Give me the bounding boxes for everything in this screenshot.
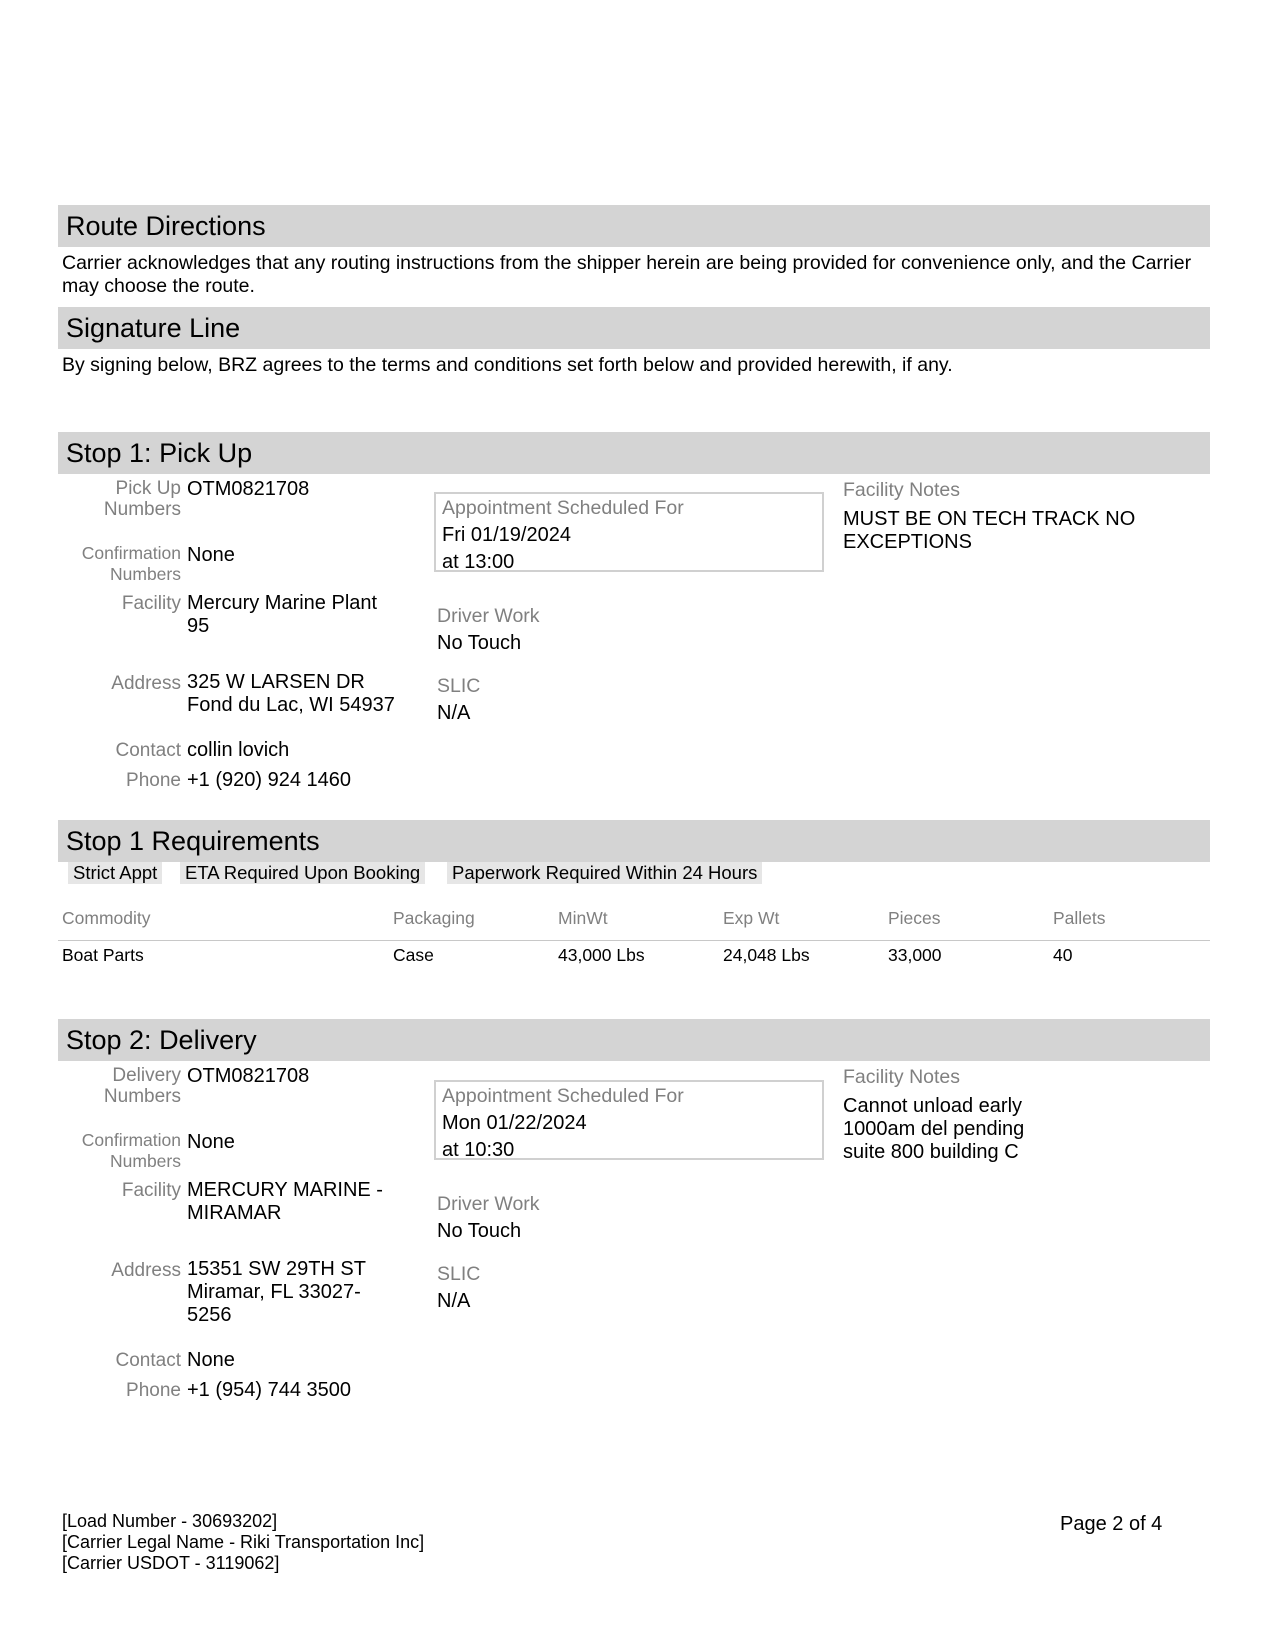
requirement-tag: Paperwork Required Within 24 Hours [447,862,762,884]
stop2-facility-label: Facility [121,1180,181,1201]
stop2-phone-label: Phone [126,1380,181,1401]
requirement-tag: ETA Required Upon Booking [180,862,425,884]
stop1-title: Stop 1: Pick Up [66,438,253,468]
table-cell-expwt: 24,048 Lbs [723,945,810,965]
stop2-header [58,1019,1210,1061]
stop1-contact-value: collin lovich [187,739,290,761]
table-divider [58,940,1210,941]
table-header-packaging: Packaging [393,908,475,928]
stop1-address-value: 325 W LARSEN DR Fond du Lac, WI 54937 [187,671,395,716]
footer-carrier-usdot: [Carrier USDOT - 3119062] [62,1553,280,1573]
stop2-driver-work-label: Driver Work [437,1193,540,1215]
stop1-pickup-numbers-label: Pick Up Numbers [103,478,181,520]
table-cell-pallets: 40 [1053,945,1073,965]
table-header-pieces: Pieces [888,908,941,928]
stop1-phone-value: +1 (920) 924 1460 [187,769,352,791]
stop1-phone-label: Phone [126,770,181,791]
stop1-slic-label: SLIC [437,675,481,697]
stop1-facility-notes-value: MUST BE ON TECH TRACK NO EXCEPTIONS [843,508,1136,553]
table-header-expwt: Exp Wt [723,908,780,928]
stop1-slic-value: N/A [437,702,471,724]
stop1-appointment-date: Fri 01/19/2024 [442,524,571,546]
table-header-commodity: Commodity [62,908,151,928]
stop1-facility-label: Facility [121,593,181,614]
stop2-appointment-time: at 10:30 [442,1139,515,1161]
stop1-confirmation-value: None [187,544,235,566]
requirement-tag: Strict Appt [68,862,162,884]
stop1-header [58,432,1210,474]
stop2-delivery-numbers-label: Delivery Numbers [103,1065,181,1107]
stop2-facility-notes-label: Facility Notes [843,1066,961,1088]
stop1-appointment-box [434,492,824,572]
signature-line-title: Signature Line [66,313,241,343]
stop1-facility-value: Mercury Marine Plant 95 [187,592,378,637]
stop2-confirmation-label: Confirmation Numbers [81,1130,181,1171]
stop2-slic-label: SLIC [437,1263,481,1285]
stop2-delivery-numbers-value: OTM0821708 [187,1065,310,1087]
table-cell-pieces: 33,000 [888,945,942,965]
route-directions-text: Carrier acknowledges that any routing instructions from the shipper herein are being provided for convenience only, and the Carrier may choose the route. [62,252,1192,297]
stop1-requirements-title: Stop 1 Requirements [66,826,320,856]
stop1-appointment-time: at 13:00 [442,551,515,573]
stop1-facility-notes-label: Facility Notes [843,479,961,501]
footer-page-number: Page 2 of 4 [1060,1513,1163,1535]
signature-line-header [58,307,1210,349]
table-header-pallets: Pallets [1053,908,1106,928]
footer-carrier-legal-name: [Carrier Legal Name - Riki Transportation Inc] [62,1532,425,1552]
stop2-address-label: Address [111,1260,181,1281]
stop2-contact-label: Contact [115,1350,181,1371]
table-cell-minwt: 43,000 Lbs [558,945,645,965]
stop2-phone-value: +1 (954) 744 3500 [187,1379,352,1401]
stop1-requirements-header [58,820,1210,862]
stop2-title: Stop 2: Delivery [66,1025,257,1055]
stop2-facility-value: MERCURY MARINE - MIRAMAR [187,1179,383,1224]
stop2-contact-value: None [187,1349,235,1371]
stop1-address-label: Address [111,673,181,694]
stop2-appointment-box [434,1080,824,1160]
stop2-facility-notes-value: Cannot unload early 1000am del pending suite 800 building C [843,1095,1025,1163]
stop1-driver-work-label: Driver Work [437,605,540,627]
stop1-appointment-label: Appointment Scheduled For [442,497,684,519]
stop2-address-value: 15351 SW 29TH ST Miramar, FL 33027- 5256 [187,1258,366,1326]
footer-load-number: [Load Number - 30693202] [62,1511,278,1531]
stop2-slic-value: N/A [437,1290,471,1312]
stop1-driver-work-value: No Touch [437,632,522,654]
stop2-confirmation-value: None [187,1131,235,1153]
stop2-appointment-date: Mon 01/22/2024 [442,1112,587,1134]
stop1-pickup-numbers-value: OTM0821708 [187,478,310,500]
table-cell-commodity: Boat Parts [62,945,144,965]
table-cell-packaging: Case [393,945,434,965]
route-directions-header [58,205,1210,247]
stop2-appointment-label: Appointment Scheduled For [442,1085,684,1107]
table-header-minwt: MinWt [558,908,608,928]
stop1-contact-label: Contact [115,740,181,761]
stop1-confirmation-label: Confirmation Numbers [81,543,181,584]
stop2-driver-work-value: No Touch [437,1220,522,1242]
route-directions-title: Route Directions [66,211,266,241]
signature-line-text: By signing below, BRZ agrees to the terms and conditions set forth below and provided herewith, if any. [62,354,953,376]
